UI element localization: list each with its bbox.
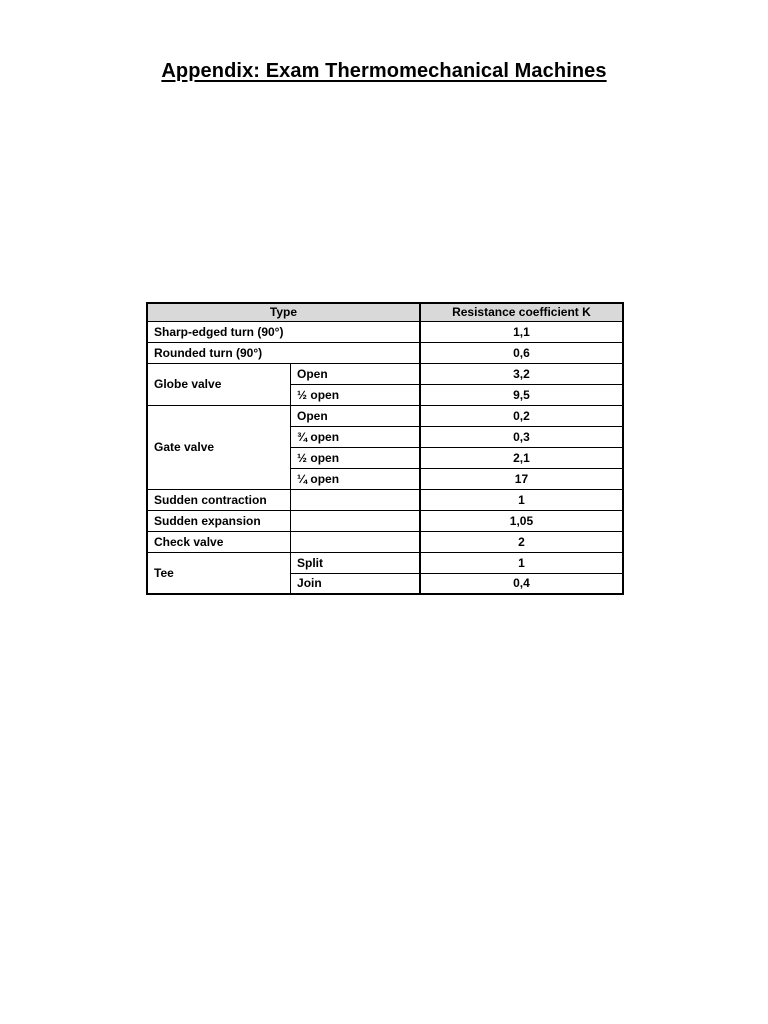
type-cell: Check valve <box>147 531 291 552</box>
k-value-cell: 17 <box>420 468 623 489</box>
subtype-cell: Open <box>291 405 420 426</box>
subtype-cell <box>291 489 420 510</box>
k-value-cell: 2 <box>420 531 623 552</box>
subtype-cell: Split <box>291 552 420 573</box>
type-cell: Tee <box>147 552 291 594</box>
k-value-cell: 1 <box>420 489 623 510</box>
table-row <box>147 489 623 510</box>
k-value-cell: 1,1 <box>420 321 623 342</box>
table-row <box>147 363 623 384</box>
resistance-coefficient-table <box>146 302 624 595</box>
table-row <box>147 405 623 426</box>
k-value-cell: 1,05 <box>420 510 623 531</box>
subtype-cell: ½ open <box>291 447 420 468</box>
k-value-cell: 0,3 <box>420 426 623 447</box>
k-value-cell: 9,5 <box>420 384 623 405</box>
type-cell: Gate valve <box>147 405 291 489</box>
table-row <box>147 531 623 552</box>
type-cell: Rounded turn (90°) <box>147 342 420 363</box>
k-value-cell: 0,6 <box>420 342 623 363</box>
header-type: Type <box>147 303 420 321</box>
k-value-cell: 2,1 <box>420 447 623 468</box>
subtype-cell: ¼ open <box>291 468 420 489</box>
table-row <box>147 552 623 573</box>
table-row <box>147 342 623 363</box>
subtype-cell <box>291 510 420 531</box>
k-value-cell: 0,2 <box>420 405 623 426</box>
subtype-cell: Open <box>291 363 420 384</box>
k-value-cell: 3,2 <box>420 363 623 384</box>
subtype-cell: Join <box>291 573 420 594</box>
subtype-cell: ½ open <box>291 384 420 405</box>
header-resistance-coefficient: Resistance coefficient K <box>420 303 623 321</box>
type-cell: Globe valve <box>147 363 291 405</box>
type-cell: Sudden contraction <box>147 489 291 510</box>
subtype-cell: ¾ open <box>291 426 420 447</box>
k-value-cell: 0,4 <box>420 573 623 594</box>
table-row <box>147 321 623 342</box>
page-title: Appendix: Exam Thermomechanical Machines <box>161 60 607 82</box>
table-row <box>147 510 623 531</box>
k-value-cell: 1 <box>420 552 623 573</box>
type-cell: Sharp-edged turn (90°) <box>147 321 420 342</box>
type-cell: Sudden expansion <box>147 510 291 531</box>
subtype-cell <box>291 531 420 552</box>
table-header-row <box>147 303 623 321</box>
